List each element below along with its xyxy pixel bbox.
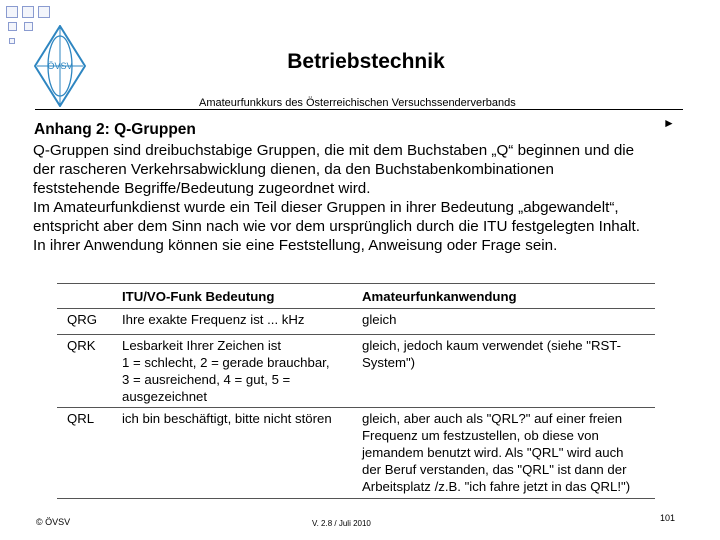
header-divider	[35, 109, 683, 110]
itu-line: Ihre exakte Frequenz ist ... kHz	[122, 312, 305, 327]
q-code: QRL	[67, 411, 95, 426]
table-header-itu: ITU/VO-Funk Bedeutung	[122, 289, 275, 304]
amateur-usage	[362, 337, 621, 371]
itu-line: ausgezeichnet	[122, 389, 208, 404]
intro-paragraph	[33, 141, 640, 256]
table-row-qrk	[57, 335, 655, 408]
intro-line: entspricht aber dem Sinn nach wie vor dem ursprünglich durch die ITU festgelegten Inhalt.	[33, 218, 640, 236]
svg-text:ÖVSV: ÖVSV	[47, 61, 73, 71]
itu-meaning	[122, 410, 332, 427]
footer-version: V. 2.8 / Juli 2010	[312, 519, 371, 528]
amateur-line: jemandem benutzt wird. Als "QRL" wird auch	[362, 445, 624, 460]
table-header-row	[57, 283, 655, 309]
itu-line: 1 = schlecht, 2 = gerade brauchbar,	[122, 355, 330, 370]
amateur-line: Frequenz um festzustellen, ob diese von	[362, 428, 599, 443]
intro-line: der rascheren Verkehrsabwicklung dienen, da den Buchstabenkombinationen	[33, 161, 554, 179]
itu-line: 3 = ausreichend, 4 = gut, 5 =	[122, 372, 291, 387]
amateur-line: gleich, jedoch kaum verwendet (siehe "RST-	[362, 338, 622, 353]
section-heading: Anhang 2: Q-Gruppen	[34, 121, 196, 138]
amateur-line: System")	[362, 355, 416, 370]
q-code: QRK	[67, 338, 96, 353]
amateur-line: Arbeitsplatz /z.B. "ich fahre jetzt in das QRL!")	[362, 479, 631, 494]
itu-line: ich bin beschäftigt, bitte nicht stören	[122, 411, 332, 426]
intro-line: In ihrer Anwendung können sie eine Feststellung, Anweisung oder Frage sein.	[33, 237, 558, 255]
amateur-line: der Beruf verstanden, das "QRL" ist dann der	[362, 462, 627, 477]
intro-line: Q-Gruppen sind dreibuchstabige Gruppen, die mit dem Buchstaben „Q“ beginnen und die	[33, 142, 635, 159]
itu-meaning	[122, 337, 329, 405]
table-row-qrg	[57, 309, 655, 335]
table-row-qrl	[57, 408, 655, 499]
page-subtitle: Amateurfunkkurs des Österreichischen Versuchssenderverbands	[199, 97, 516, 109]
amateur-line: gleich	[362, 312, 397, 327]
amateur-usage	[362, 311, 396, 328]
page-number: 101	[660, 513, 676, 523]
itu-line: Lesbarkeit Ihrer Zeichen ist	[122, 338, 282, 353]
next-arrow-icon[interactable]: ►	[663, 116, 675, 130]
intro-line: Im Amateurfunkdienst wurde ein Teil dieser Gruppen in ihrer Bedeutung „abgewandelt“,	[33, 199, 619, 217]
intro-line: feststehende Begriffe/Bedeutung zugeordnet wird.	[33, 180, 371, 198]
table-header-amateur: Amateurfunkanwendung	[362, 289, 517, 304]
amateur-usage	[362, 410, 630, 495]
footer-copyright: © ÖVSV	[36, 517, 71, 527]
page-title: Betriebstechnik	[287, 50, 445, 73]
q-groups-table	[57, 283, 655, 499]
amateur-line: gleich, aber auch als "QRL?" auf einer freien	[362, 411, 623, 426]
itu-meaning	[122, 311, 305, 328]
q-code: QRG	[67, 312, 98, 327]
